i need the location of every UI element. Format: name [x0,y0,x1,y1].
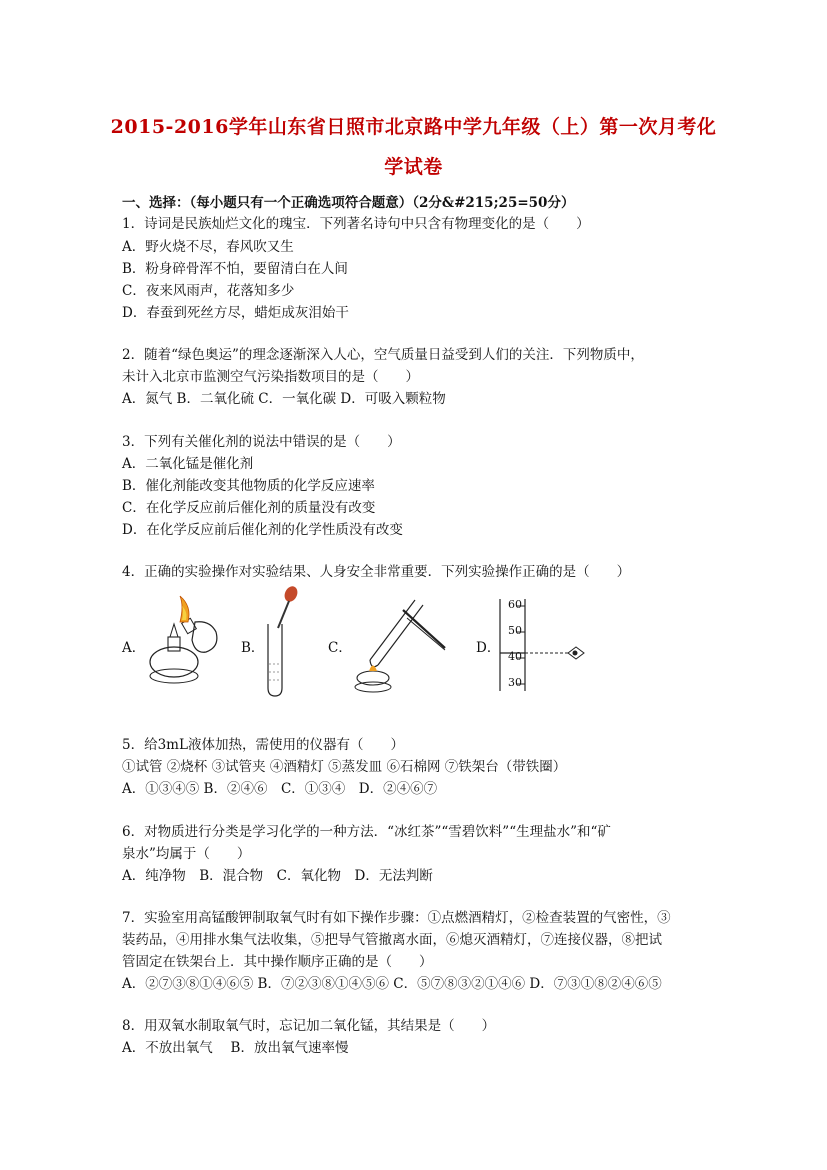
title-line-1: 2015-2016学年山东省日照市北京路中学九年级（上）第一次月考化 [110,116,717,138]
question-3-option-b: B．催化剂能改变其他物质的化学反应速率 [122,478,375,494]
alcohol-lamp-lighting-figure [140,592,235,692]
question-8-options: A．不放出氧气 B．放出氧气速率慢 [122,1040,349,1056]
figure-a-label: A． [122,640,146,656]
question-6-options: A．纯净物 B．混合物 C．氧化物 D．无法判断 [122,868,433,884]
question-2-stem-1: 2．随着“绿色奥运”的理念逐渐深入人心，空气质量日益受到人们的关注．下列物质中， [122,347,644,363]
question-3-option-a: A．二氧化锰是催化剂 [122,456,254,472]
cylinder-tick-50: 50 [508,624,522,637]
heating-test-tube-figure [345,590,455,695]
question-1-option-b: B．粉身碎骨浑不怕，要留清白在人间 [122,261,348,277]
question-2-stem-2: 未计入北京市监测空气污染指数项目的是（ ） [122,369,419,385]
question-7-options: A．②⑦③⑧①④⑥⑤ B．⑦②③⑧①④⑤⑥ C．⑤⑦⑧③②①④⑥ D．⑦③①⑧②④⑥⑤ [122,976,662,992]
question-4-stem: 4．正确的实验操作对实验结果、人身安全非常重要．下列实验操作正确的是（ ） [122,564,631,580]
question-6-stem-2: 泉水”均属于（ ） [122,846,251,862]
question-3-option-d: D．在化学反应前后催化剂的化学性质没有改变 [122,522,403,538]
question-2-options: A．氮气 B．二氧化硫 C．一氧化碳 D．可吸入颗粒物 [122,391,446,407]
question-3-option-c: C．在化学反应前后催化剂的质量没有改变 [122,500,376,516]
question-1-option-c: C．夜来风雨声，花落知多少 [122,283,295,299]
question-1-stem: 1．诗词是民族灿烂文化的瑰宝．下列著名诗句中只含有物理变化的是（ ） [122,216,590,232]
dropper-in-test-tube-figure [258,584,308,699]
cylinder-tick-40: 40 [508,650,522,663]
title-line-2: 学试卷 [384,156,443,178]
question-5-items: ①试管 ②烧杯 ③试管夹 ④酒精灯 ⑤蒸发皿 ⑥石棉网 ⑦铁架台（带铁圈） [122,759,567,775]
section-heading: 一、选择：（每小题只有一个正确选项符合题意）（2分&#215;25=50分） [122,195,575,211]
question-8-stem: 8．用双氧水制取氧气时，忘记加二氧化锰，其结果是（ ） [122,1018,496,1034]
question-6-stem-1: 6．对物质进行分类是学习化学的一种方法．“冰红茶”“雪碧饮料”“生理盐水”和“矿 [122,824,611,840]
question-7-stem-1: 7．实验室用高锰酸钾制取氧气时有如下操作步骤：①点燃酒精灯，②检查装置的气密性，③ [122,910,671,926]
graduated-cylinder-reading-figure [490,595,590,695]
figure-d-label: D． [476,640,501,656]
question-1-option-d: D．春蚕到死丝方尽，蜡炬成灰泪始干 [122,305,349,321]
cylinder-tick-30: 30 [508,676,522,689]
figure-b-label: B． [241,640,265,656]
question-1-option-a: A．野火烧不尽，春风吹又生 [122,239,294,255]
question-5-stem: 5．给3mL液体加热，需使用的仪器有（ ） [122,737,404,753]
question-3-stem: 3．下列有关催化剂的说法中错误的是（ ） [122,434,401,450]
question-7-stem-2: 装药品，④用排水集气法收集，⑤把导气管撤离水面，⑥熄灭酒精灯，⑦连接仪器，⑧把试 [122,932,662,948]
question-7-stem-3: 管固定在铁架台上．其中操作顺序正确的是（ ） [122,954,433,970]
question-5-options: A．①③④⑤ B．②④⑥ C．①③④ D．②④⑥⑦ [122,781,438,797]
cylinder-tick-60: 60 [508,598,522,611]
figure-c-label: C． [328,640,352,656]
